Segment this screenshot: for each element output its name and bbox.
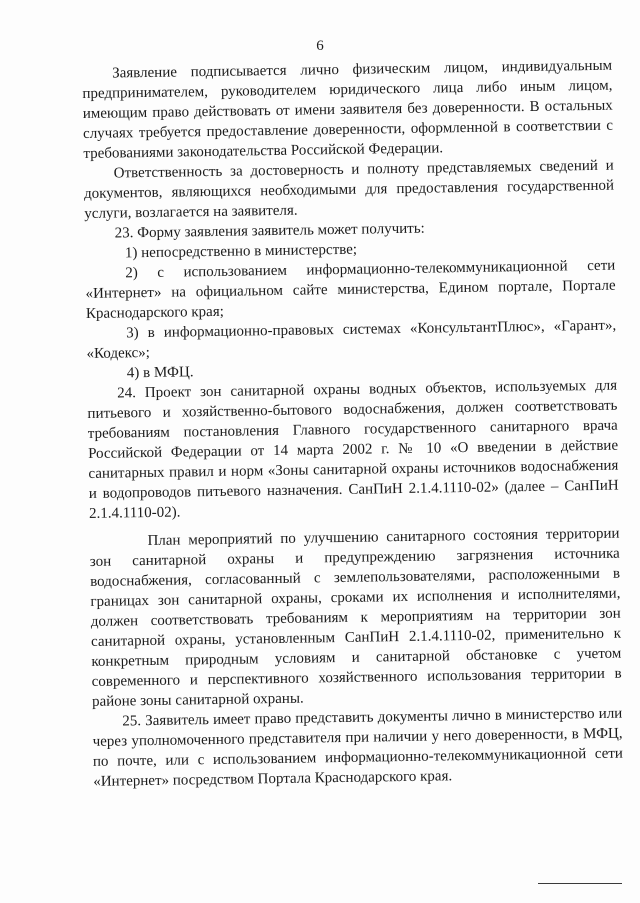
- list-item-4: 4) в МФЦ.: [126, 364, 194, 382]
- list-item-1: 1) непосредственно в министерстве;: [124, 241, 358, 262]
- list-item-3: 3) в информационно-правовых системах «КонсультантПлюс», «Гарант», «Кодекс»;: [86, 317, 617, 362]
- paragraph-plan: План мероприятий по улучшению санитарного состояния территории зон санитарной охраны и предупреждению загрязнения источника водоснабжения, согласованный с землепользователями, расположенными в границах зон санитарной охраны, сроками их исполнения и исполнителями, должен соответствовать требованиям к мероприятиям на территории зон санитарной охраны, установленным СанПиН 2.1.4.1110-02, применительно к конкретным природным условиям и санитарной обстановке с учетом современного и перспективного хозяйственного использования территории в районе зоны санитарной охраны.: [89, 525, 622, 710]
- paragraph-signature: Заявление подписывается лично физическим лицом, индивидуальным предпринимателем, руководителем юридического лица либо иным лицом, имеющим право действовать от имени заявителя без доверенности. В остальных случаях требуется предоставление доверенности, оформленной в соответствии с требованиями законодательства Российской Федерации.: [82, 57, 614, 162]
- page-number: 6: [316, 38, 324, 54]
- paragraph-responsibility: Ответственность за достоверность и полноту представляемых сведений и документов, являющихся необходимыми для предоставления государственной услуги, возлагается на заявителя.: [83, 157, 615, 222]
- paragraph-item-25: 25. Заявитель имеет право представить документы лично в министерство или через уполномоченного представителя при наличии у него доверенности, в МФЦ, по почте, или с использованием информационно-телекоммуникационной сети «Интернет» посредством Портала Краснодарского края.: [92, 705, 624, 790]
- footer-rule: [538, 883, 622, 884]
- paragraph-item-24: 24. Проект зон санитарной охраны водных объектов, используемых для питьевого и хозяйственно-бытового водоснабжения, должен соответствовать требованиям постановления Главного государственного санитарного врача Российской Федерации от 14 марта 2002 г. № 10 «О введении в действие санитарных правил и норм «Зоны санитарной охраны источников водоснабжения и водопроводов питьевого назначения. СанПиН 2.1.4.1110-02» (далее – СанПиН 2.1.4.1110-02).: [87, 377, 619, 522]
- document-body: [82, 56, 623, 792]
- list-item-2: 2) с использованием информационно-телекоммуникационной сети «Интернет» на официальном сайте министерства, Едином портале, Портале Краснодарского края;: [85, 257, 616, 322]
- paragraph-item-23: 23. Форму заявления заявитель может получить:: [114, 220, 425, 242]
